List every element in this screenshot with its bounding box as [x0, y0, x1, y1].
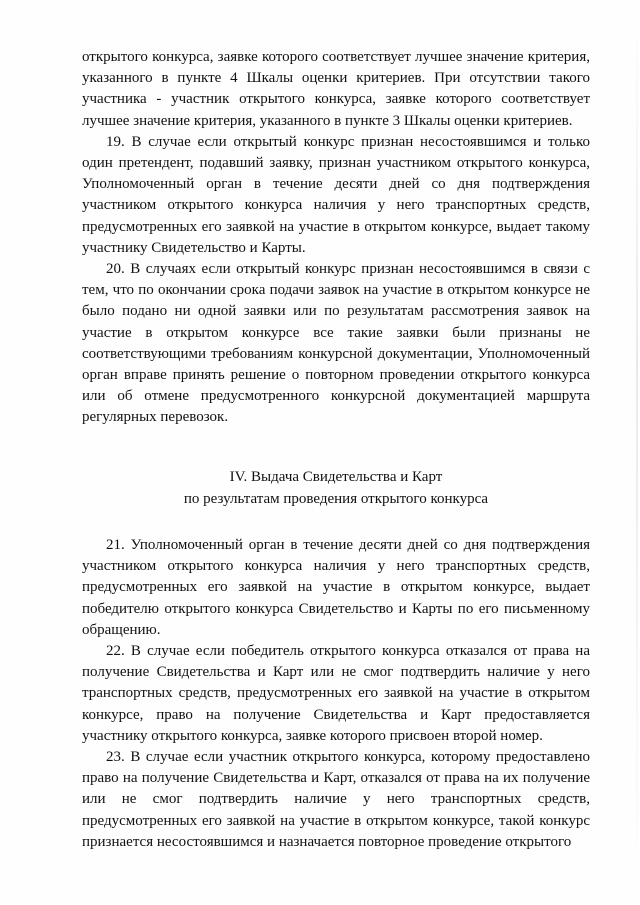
- section-heading-line-1: IV. Выдача Свидетельства и Карт: [229, 469, 443, 485]
- paragraph-22: 22. В случае если победитель открытого конкурса отказался от права на получение Свидетельства и Карт или не смог подтвердить наличие у него транспортных средств, предусмотренных его заявкой на участие в открытом конкурсе, право на получение Свидетельства и Карт предоставляется участнику открытого конкурса, заявке которого присвоен второй номер.: [82, 643, 590, 744]
- paragraph-18-continuation: открытого конкурса, заявке которого соответствует лучшее значение критерия, указанного в пункте 4 Шкалы оценки критериев. При отсутствии такого участника - участник открытого конкурса, заявке которого соответствует лучшее значение критерия, указанного в пункте 3 Шкалы оценки критериев.: [82, 49, 590, 129]
- section-heading: [82, 466, 590, 510]
- bottom-text-block: [82, 535, 590, 853]
- top-text-block: [82, 47, 590, 429]
- paragraph-23: 23. В случае если участник открытого конкурса, которому предоставлено право на получение Свидетельства и Карт, отказался от права на их получение или не смог подтвердить наличие у него транспортных средств, предусмотренных его заявкой на участие в открытом конкурсе, такой конкурс признается несостоявшимся и назначается повторное проведение открытого: [82, 749, 590, 850]
- paragraph-19: 19. В случае если открытый конкурс признан несостоявшимся и только один претендент, подавший заявку, признан участником открытого конкурса, Уполномоченный орган в течение десяти дней со дня подтверждения участником открытого конкурса наличия у него транспортных средств, предусмотренных его заявкой на участие в открытом конкурсе, выдает такому участнику Свидетельство и Карты.: [82, 133, 590, 256]
- scan-edge-shadow: [636, 0, 638, 905]
- section-heading-line-2: по результатам проведения открытого конкурса: [183, 491, 489, 507]
- paragraph-21: 21. Уполномоченный орган в течение десяти дней со дня подтверждения участником открытого конкурса наличия у него транспортных средств, предусмотренных его заявкой на участие в открытом конкурсе, выдает победителю открытого конкурса Свидетельство и Карты по его письменному обращению.: [82, 537, 590, 638]
- paragraph-20: 20. В случаях если открытый конкурс признан несостоявшимся в связи с тем, что по окончании срока подачи заявок на участие в открытом конкурсе не было подано ни одной заявки или по результатам рассмотрения заявок на участие в открытом конкурсе все такие заявки были признаны не соответствующими требованиям конкурсной документации, Уполномоченный орган вправе принять решение о повторном проведении открытого конкурса или об отмене предусмотренного конкурсной документацией маршрута регулярных перевозок.: [82, 261, 590, 426]
